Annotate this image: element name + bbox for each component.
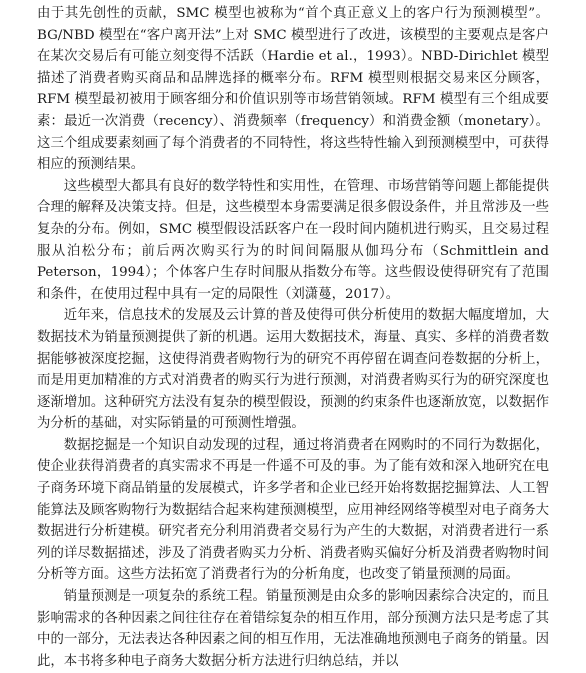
- body-text: [37, 3, 549, 672]
- paragraph-2: 这些模型大都具有良好的数学特性和实用性，在管理、市场营销等问题上都能提供合理的解释及决策支持。但是，这些模型本身需要满足很多假设条件，并且常涉及一些复杂的分布。例如，SMC 模型假设活跃客户在一段时间内随机进行购买，且交易过程服从泊松分布；前后两次购买行为的时间间隔服从伽玛分布（Schmittlein and Peterson，1994）；个体客户生存时间服从指数分布等。这些假设使得研究有了范围和条件，在使用过程中具有一定的局限性（刘潇蔓，2017）。: [37, 178, 549, 302]
- paragraph-4: 数据挖掘是一个知识自动发现的过程，通过将消费者在网购时的不同行为数据化，使企业获得消费者的真实需求不再是一件遥不可及的事。为了能有效和深入地研究在电子商务环境下商品销量的发展模式，许多学者和企业已经开始将数据挖掘算法、人工智能算法及顾客购物行为数据结合起来构建预测模型，应用神经网络等模型对电子商务大数据进行分析建模。研究者充分利用消费者交易行为产生的大数据，对消费者进行一系列的详尽数据描述，涉及了消费者购买力分析、消费者购买偏好分析及消费者购物时间分析等方面。这些方法拓宽了消费者行为的分析角度，也改变了销量预测的局面。: [37, 437, 549, 583]
- paragraph-5: 销量预测是一项复杂的系统工程。销量预测是由众多的影响因素综合决定的，而且影响需求的各种因素之间往往存在着错综复杂的相互作用，部分预测方法只是考虑了其中的一部分，无法表达各种因素之间的相互作用，无法准确地预测电子商务的销量。因此，本书将多种电子商务大数据分析方法进行归纳总结，并以: [37, 589, 549, 669]
- paragraph-3: 近年来，信息技术的发展及云计算的普及使得可供分析使用的数据大幅度增加，大数据技术为销量预测提供了新的机遇。运用大数据技术，海量、真实、多样的消费者数据能够被深度挖掘，这使得消费者购物行为的研究不再停留在调查问卷数据的分析上，而是用更加精准的方式对消费者的购买行为进行预测，对消费者购买行为的研究深度也逐渐增加。这种研究方法没有复杂的模型假设，预测的约束条件也逐渐放宽，以数据作为分析的基础，对实际销量的可预测性增强。: [37, 308, 549, 432]
- paragraph-1: 由于其先创性的贡献，SMC 模型也被称为“首个真正意义上的客户行为预测模型”。BG/NBD 模型在“客户离开法”上对 SMC 模型进行了改进，该模型的主要观点是客户在某次交易后有可能立刻变得不活跃（Hardie et al.，1993）。NBD-Dirichlet 模型描述了消费者购买商品和品牌选择的概率分布。RFM 模型则根据交易来区分顾客，RFM 模型最初被用于顾客细分和价值识别等市场营销领域。RFM 模型有三个组成要素：最近一次消费（recency）、消费频率（frequency）和消费金额（monetary）。这三个组成要素刻画了每个消费者的不同特性，将这些特性输入到预测模型中，可获得相应的预测结果。: [37, 6, 549, 173]
